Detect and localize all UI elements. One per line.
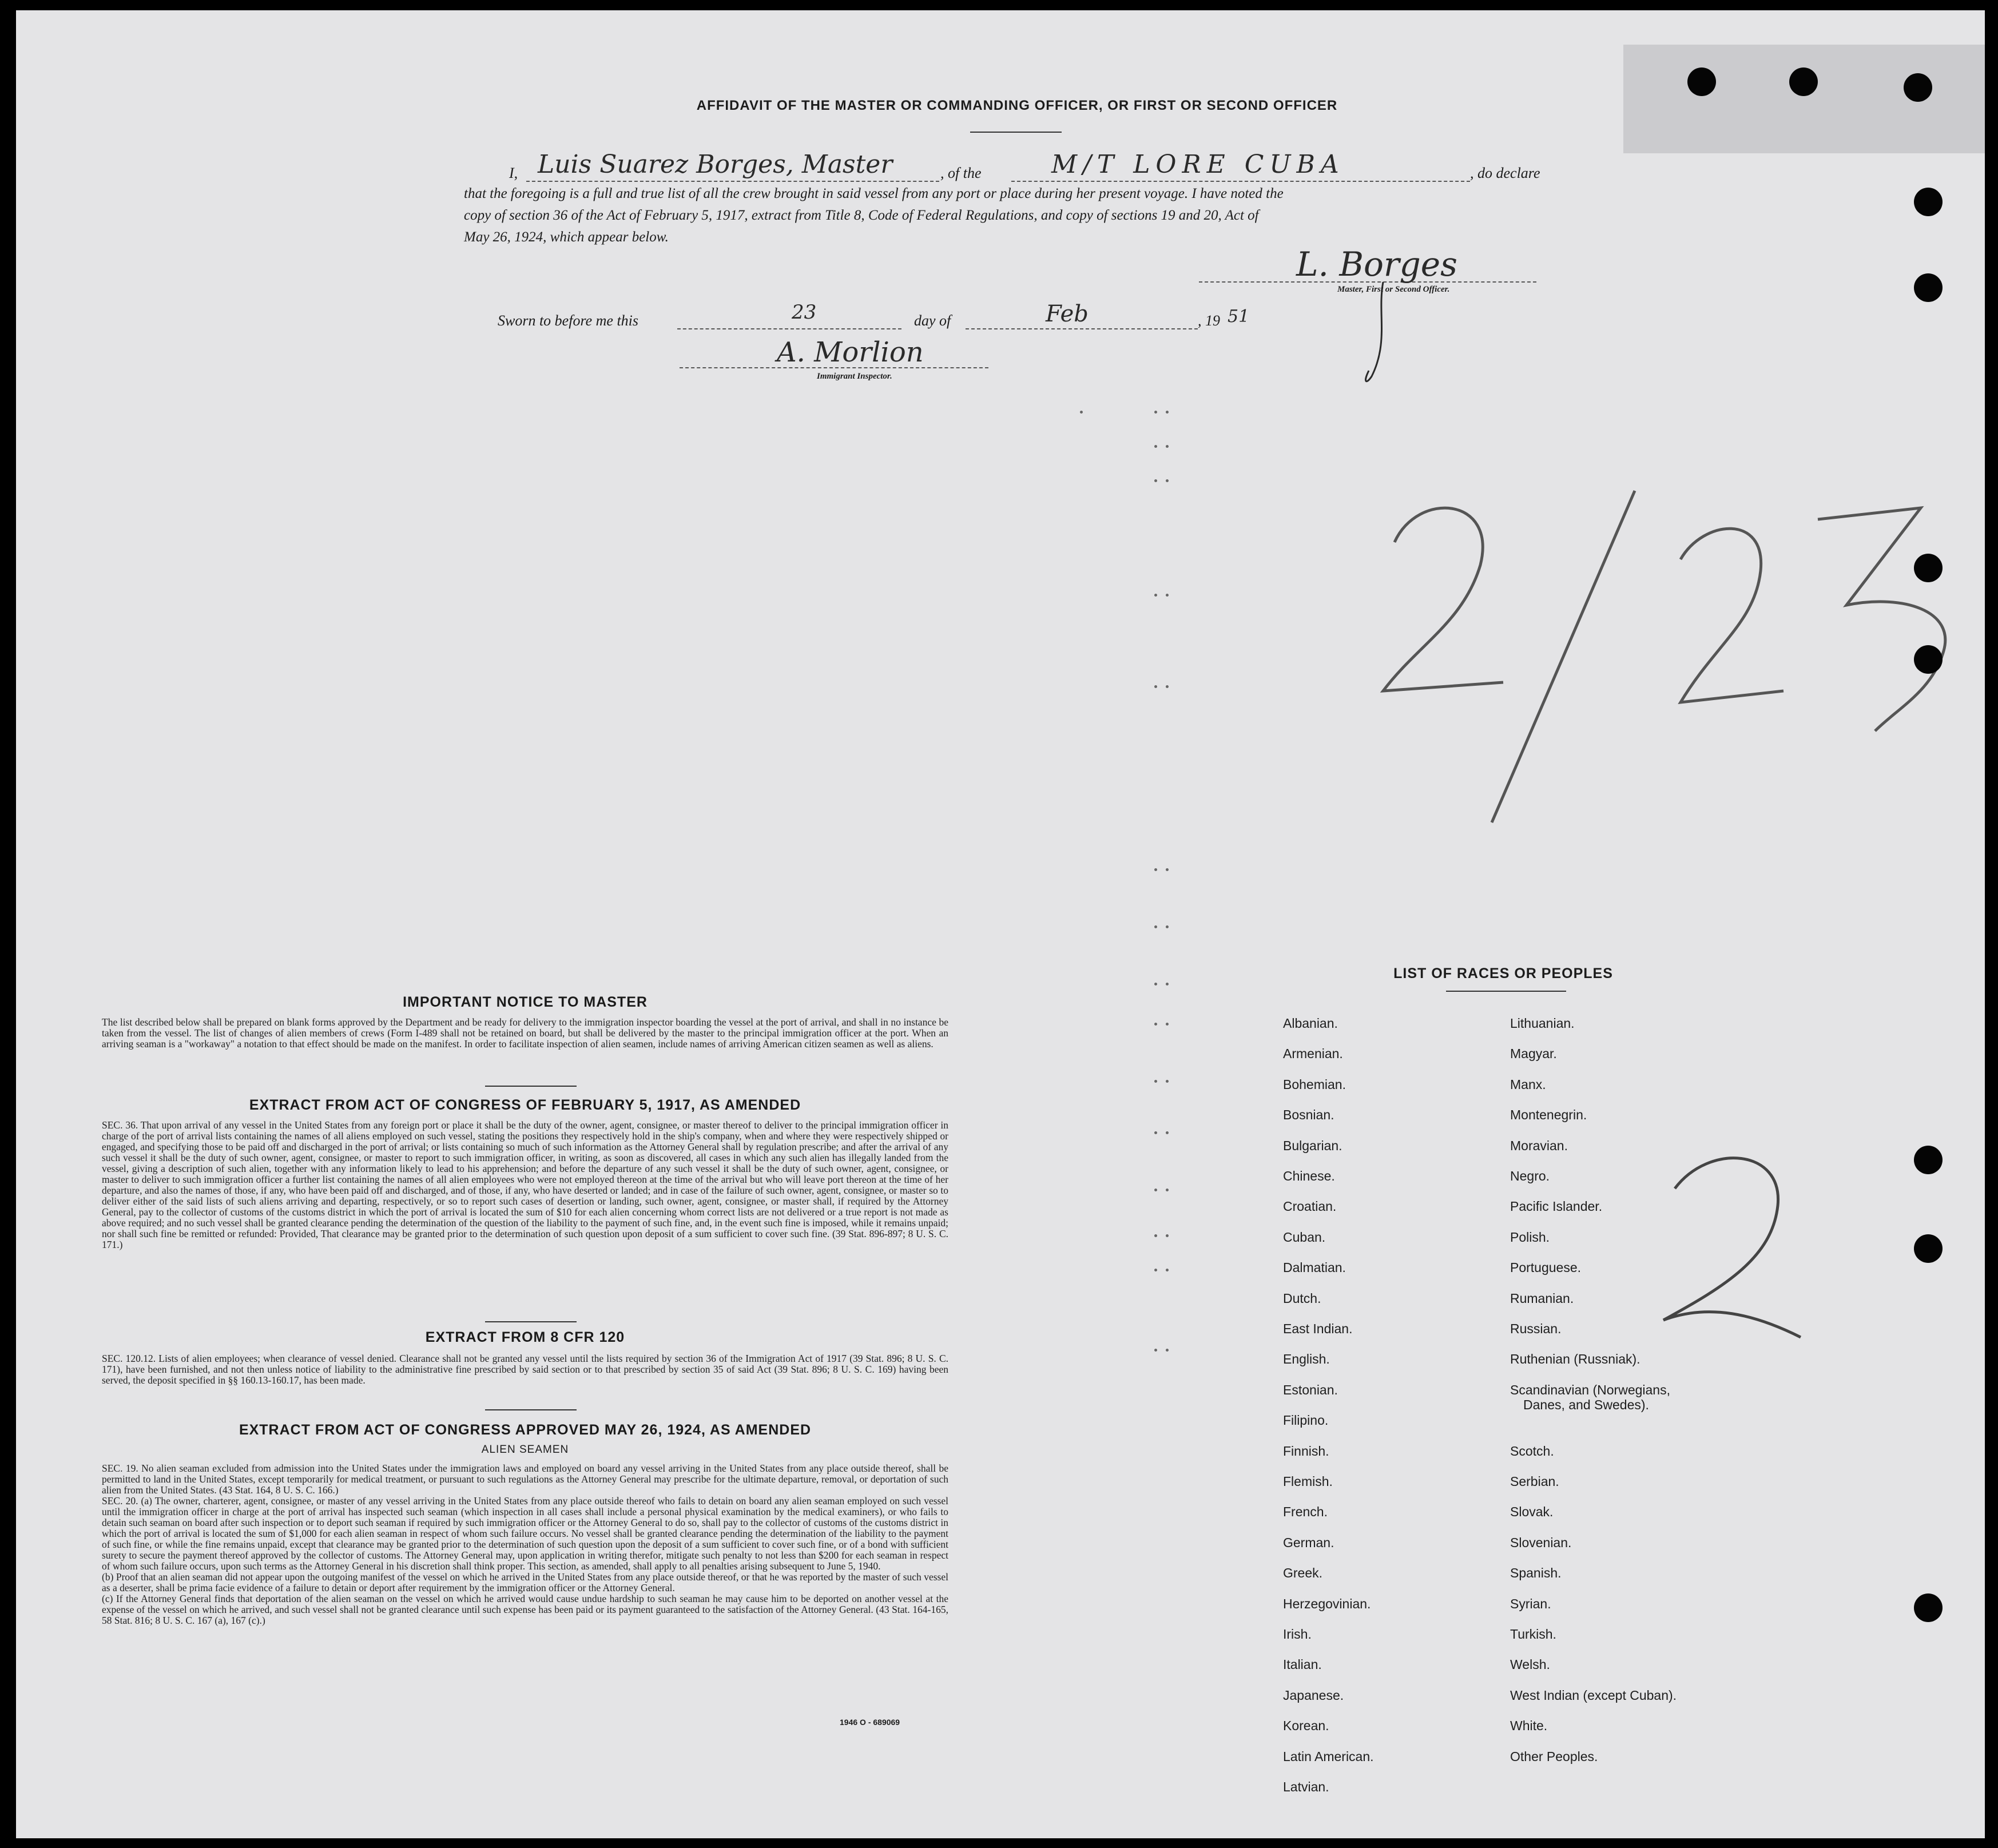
- pronoun-text: I,: [509, 165, 518, 181]
- race-item: Irish.: [1283, 1627, 1312, 1642]
- race-item: Pacific Islander.: [1510, 1199, 1603, 1214]
- race-item: Danes, and Swedes).: [1523, 1397, 1649, 1412]
- race-item: Montenegrin.: [1510, 1107, 1587, 1123]
- scan-shadow: [1623, 45, 1985, 153]
- race-item: Spanish.: [1510, 1565, 1562, 1581]
- extract-1924-title: EXTRACT FROM ACT OF CONGRESS APPROVED MAY 26, 1924, AS AMENDED: [239, 1422, 812, 1438]
- race-item: East Indian.: [1283, 1321, 1353, 1336]
- race-item: Dalmatian.: [1283, 1260, 1346, 1275]
- race-item: Filipino.: [1283, 1413, 1329, 1428]
- race-item: Italian.: [1283, 1657, 1322, 1672]
- race-item: Bosnian.: [1283, 1107, 1334, 1123]
- inspector-signature: A. Morlion: [777, 336, 924, 368]
- extract-paragraph: (b) Proof that an alien seaman did not appear upon the outgoing manifest of the vessel on which he arrived in the United States from any place outside thereof, or that he was reported by the master of such vessel as a deserter, shall be prima facie evidence of a failure to detain or deport after requirement by the immigration officer or the Attorney General.: [102, 1571, 948, 1593]
- officer-signature: L. Borges: [1296, 245, 1457, 284]
- race-item: Slovak.: [1510, 1504, 1554, 1520]
- important-notice-text: The list described below shall be prepared on blank forms approved by the Department and be ready for delivery to the immigration inspector boarding the vessel at the port of arrival, and shall in no instance be taken from the vessel. The list of changes of alien members of crews (Form I-489 shall not be retained on board, but shall be delivered by the master to the principal immigration officer at the port. When an arriving seaman is a "workaway" a notation to that effect should be made on the manifest. In order to facilitate inspection of alien seamen, include names of arriving American citizen seamen as well as aliens.: [102, 1016, 948, 1050]
- date-annotation-text: 2/23: [1789, 662, 1790, 663]
- count-annotation-drawing: [1640, 1131, 1812, 1349]
- race-item: Bulgarian.: [1283, 1138, 1342, 1153]
- document-sheet: [16, 10, 1985, 1838]
- declaration-paragraph: [464, 183, 1568, 248]
- declaration-line: May 26, 1924, which appear below.: [464, 229, 669, 245]
- race-item: Armenian.: [1283, 1046, 1343, 1062]
- race-item: Chinese.: [1283, 1169, 1335, 1183]
- year-prefix: , 19: [1198, 312, 1220, 329]
- signature-flourish: [1360, 279, 1406, 388]
- year-suffix: 51: [1228, 307, 1250, 327]
- race-item: Moravian.: [1510, 1138, 1568, 1153]
- race-item: Bohemian.: [1283, 1076, 1346, 1092]
- race-item: Flemish.: [1283, 1474, 1333, 1489]
- race-item: White.: [1510, 1718, 1548, 1734]
- race-item: Greek.: [1283, 1565, 1323, 1581]
- sworn-day: 23: [792, 301, 817, 324]
- race-item: Syrian.: [1510, 1596, 1551, 1611]
- race-item: Albanian.: [1283, 1016, 1338, 1031]
- vessel-name-line: [1011, 181, 1470, 182]
- sworn-day-line: [677, 328, 901, 329]
- section-rule: [485, 1321, 577, 1322]
- section-rule: [485, 1086, 577, 1087]
- race-item: Lithuanian.: [1510, 1016, 1575, 1031]
- declaration-line: copy of section 36 of the Act of February 5, 1917, extract from Title 8, Code of Federal Regulations, and copy of sections 19 and 20, Act of: [464, 208, 1259, 223]
- punch-hole: [1687, 67, 1716, 96]
- races-title: LIST OF RACES OR PEOPLES: [1393, 965, 1613, 981]
- race-item: Scandinavian (Norwegians,: [1510, 1382, 1670, 1397]
- of-the-text: , of the: [940, 165, 982, 181]
- master-name-handwritten: Luis Suarez Borges, Master: [538, 150, 893, 179]
- affidavit-title: AFFIDAVIT OF THE MASTER OR COMMANDING OFFICER, OR FIRST OR SECOND OFFICER: [696, 98, 1338, 113]
- punch-hole: [1914, 1593, 1943, 1622]
- race-item: Korean.: [1283, 1718, 1329, 1734]
- race-item: Welsh.: [1510, 1657, 1550, 1672]
- race-item: Cuban.: [1283, 1229, 1326, 1245]
- extract-1924-paragraphs: [102, 1463, 948, 1626]
- date-annotation-drawing: [1349, 456, 1984, 903]
- race-item: Scotch.: [1510, 1443, 1554, 1458]
- race-item: Ruthenian (Russniak).: [1510, 1352, 1640, 1367]
- race-item: Slovenian.: [1510, 1535, 1572, 1550]
- race-item: Dutch.: [1283, 1290, 1321, 1306]
- day-of-text: day of: [914, 312, 951, 329]
- sworn-month: Feb: [1046, 301, 1089, 327]
- extract-1917-title: EXTRACT FROM ACT OF CONGRESS OF FEBRUARY 5, 1917, AS AMENDED: [249, 1097, 801, 1113]
- race-item: Negro.: [1510, 1169, 1550, 1183]
- extract-1917-text: SEC. 36. That upon arrival of any vessel in the United States from any foreign port or place it shall be the duty of the owner, agent, consignee, or master thereof to deliver to the principal immigration officer in charge of the port of arrival lists containing the names of all aliens employed on such vessel, stating the positions they respectively hold in the ship's company, when and where they were respectively shipped or engaged, and specifying those to be paid off and discharged in the port of arrival; or lists containing so much of such information as the Attorney General shall by regulation prescribe; and after the arrival of any such vessel it shall be the duty of such owner, agent, consignee, or master to report to such immigration officer, in writing, as soon as discovered, all cases in which any such alien has illegally landed from the vessel, giving a description of such alien, together with any information likely to lead to his apprehension; and before the departure of any such vessel it shall be the duty of such owner, agent, consignee, or master to deliver to such immigration officer a further list containing the names of all alien employees who were not employed thereon at the time of the arrival but who will leave port thereon at the time of her departure, and also the names of those, if any, who have been paid off and discharged, and of those, if any, who have deserted or landed; and in case of the failure of such owner, agent, consignee, or master so to deliver either of the said lists of such aliens arriving and departing, respectively, or so to report such cases of desertion or landing, such owner, agent, consignee, or master shall, if required by the Attorney General, pay to the collector of customs of the customs district in which the port of arrival is located the sum of $10 for each alien concerning whom correct lists are not delivered or a true report is not made as above required; and no such vessel shall be granted clearance pending the determination of the question of the liability to the payment of such fine, and, in the event such fine is imposed, while it remains unpaid; nor shall such fine be remitted or refunded: Provided, That clearance may be granted prior to the determination of such question upon deposit of a sum sufficient to cover such fine. (39 Stat. 896-897; 8 U. S. C. 171.): [102, 1119, 948, 1250]
- race-item: Estonian.: [1283, 1382, 1338, 1397]
- punch-hole: [1914, 1234, 1943, 1263]
- punch-hole: [1789, 67, 1818, 96]
- race-item: West Indian (except Cuban).: [1510, 1687, 1677, 1703]
- race-item: Latin American.: [1283, 1748, 1374, 1764]
- race-item: Japanese.: [1283, 1687, 1344, 1703]
- extract-1924-subtitle: ALIEN SEAMEN: [481, 1444, 569, 1456]
- title-rule: [970, 132, 1062, 133]
- race-item: Latvian.: [1283, 1779, 1329, 1794]
- inspector-label: Immigrant Inspector.: [817, 372, 892, 381]
- race-item: Turkish.: [1510, 1627, 1556, 1642]
- extract-cfr-title: EXTRACT FROM 8 CFR 120: [425, 1329, 625, 1345]
- race-item: Other Peoples.: [1510, 1748, 1598, 1764]
- sworn-text: Sworn to before me this: [498, 312, 639, 329]
- race-item: Polish.: [1510, 1229, 1550, 1245]
- officer-label: Master, First or Second Officer.: [1337, 285, 1450, 294]
- race-item: Croatian.: [1283, 1199, 1337, 1214]
- race-item: German.: [1283, 1535, 1334, 1550]
- important-notice-title: IMPORTANT NOTICE TO MASTER: [403, 994, 648, 1010]
- punch-hole: [1914, 554, 1943, 582]
- extract-paragraph: (c) If the Attorney General finds that deportation of the alien seaman on the vessel on which he arrived would cause undue hardship to such seaman he may cause him to be deported on another vessel at the expense of the vessel on which he arrived, and such vessel shall not be granted clearance until such expense has been paid or its payment guaranteed to the satisfaction of the Attorney General. (43 Stat. 164-165, 58 Stat. 816; 8 U. S. C. 167 (a), 167 (c).): [102, 1593, 948, 1626]
- declaration-line: that the foregoing is a full and true list of all the crew brought in said vessel from any port or place during her present voyage. I have noted the: [464, 186, 1284, 201]
- punch-hole: [1904, 73, 1932, 102]
- extract-cfr-text: SEC. 120.12. Lists of alien employees; when clearance of vessel denied. Clearance shall not be granted any vessel until the lists required by section 36 of the Immigration Act of 1917 (39 Stat. 896; 8 U. S. C. 171), have been furnished, and not then unless notice of liability to the administrative fine prescribed by said section or to that prescribed by section 35 of said Act (39 Stat. 896; 8 U. S. C. 169) having been served, the deposit specified in §§ 160.13-160.17, has been made.: [102, 1353, 948, 1386]
- print-code: 1946 O - 689069: [840, 1718, 900, 1727]
- master-name-line: [526, 181, 939, 182]
- vessel-name-handwritten: M/T LORE CUBA: [1051, 150, 1345, 179]
- race-item: Magyar.: [1510, 1046, 1557, 1062]
- extract-paragraph: SEC. 19. No alien seaman excluded from admission into the United States under the immigration laws and employed on board any vessel arriving in the United States from any place outside thereof, shall be permitted to land in the United States, except temporarily for medical treatment, or pursuant to such regulations as the Attorney General may prescribe for the ultimate departure, removal, or deportation of such alien from the United States. (43 Stat. 164, 8 U. S. C. 166.): [102, 1462, 948, 1496]
- punch-hole: [1914, 273, 1943, 302]
- race-item: Rumanian.: [1510, 1290, 1574, 1306]
- race-item: English.: [1283, 1352, 1330, 1367]
- extract-paragraph: SEC. 20. (a) The owner, charterer, agent, consignee, or master of any vessel arriving in the United States from any place outside thereof who fails to detain on board any alien seaman employed on such vessel until the immigration officer in charge at the port of arrival has inspected such seaman (which inspection in all cases shall include a personal physical examination by the medical examiners), or who fails to detain such seaman on board after such inspection or to deport such seaman if required by such immigration officer or the Attorney General to do so, shall pay to the collector of customs of the customs district in which the port of arrival is located the sum of $1,000 for each alien seaman in respect of whom such failure occurs. No vessel shall be granted clearance pending the determination of the liability to the payment of such fine, or while the fine remains unpaid, except that clearance may be granted prior to the determination of such question upon the deposit of a sum sufficient to cover such fine, or of a bond with sufficient surety to secure the payment thereof approved by the collector of customs. The Attorney General may, upon application in writing therefor, mitigate such penalty to not less than $200 for each seaman in respect of whom such failure occurs, upon such terms as the Attorney General in his discretion shall think proper. This section, as amended, shall apply to all penalties arising subsequent to June 5, 1940.: [102, 1495, 948, 1572]
- race-item: Serbian.: [1510, 1474, 1559, 1489]
- punch-hole: [1914, 188, 1943, 216]
- punch-hole: [1914, 1146, 1943, 1174]
- race-item: French.: [1283, 1504, 1328, 1520]
- punch-hole: [1914, 645, 1943, 674]
- section-rule: [485, 1409, 577, 1410]
- do-declare-text: , do declare: [1470, 165, 1540, 181]
- race-item: Manx.: [1510, 1076, 1546, 1092]
- race-item: Russian.: [1510, 1321, 1562, 1336]
- sworn-month-line: [966, 328, 1198, 329]
- race-item: Herzegovinian.: [1283, 1596, 1371, 1611]
- race-item: Finnish.: [1283, 1443, 1329, 1458]
- races-title-rule: [1446, 991, 1566, 992]
- race-item: Portuguese.: [1510, 1260, 1582, 1275]
